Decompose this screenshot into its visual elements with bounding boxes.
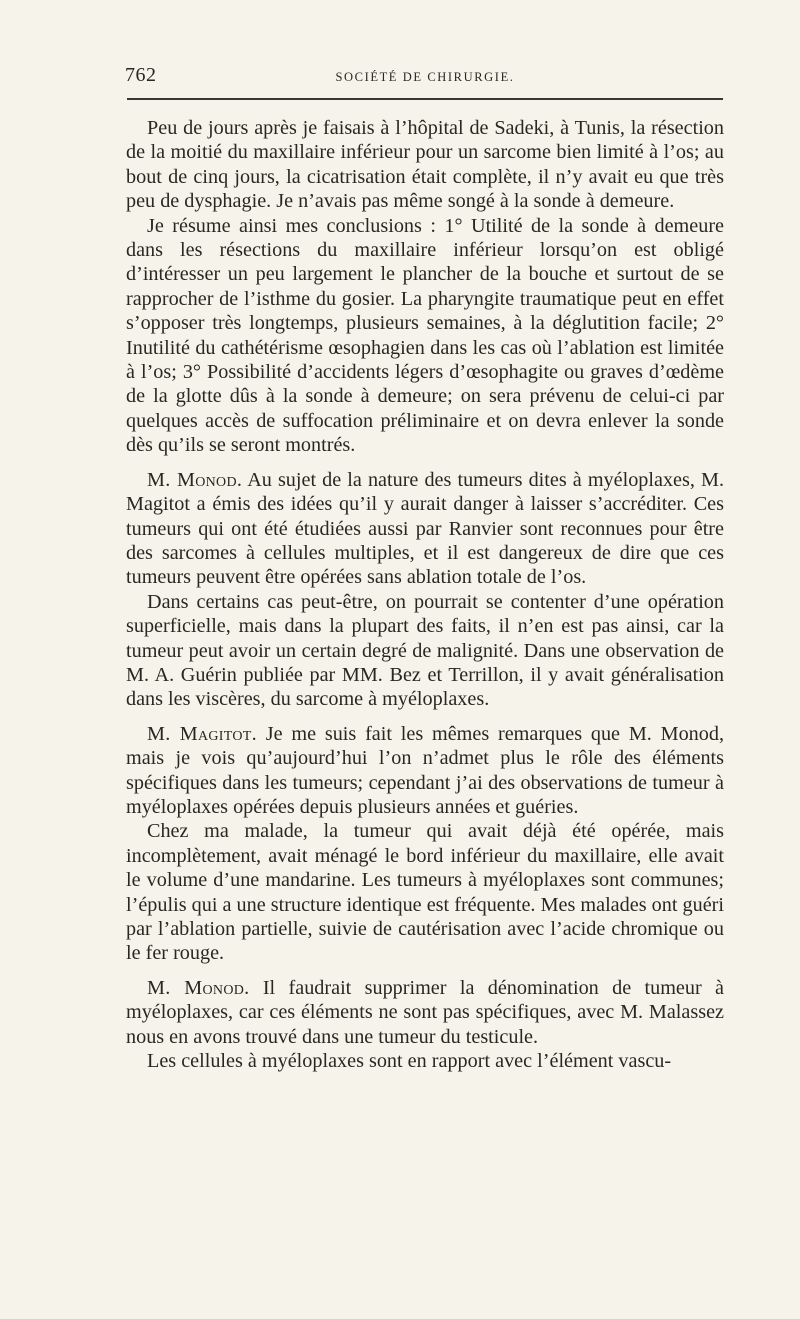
paragraph-text: Les cellules à myéloplaxes sont en rapport avec l’élément vascu- xyxy=(147,1050,672,1073)
paragraph xyxy=(126,468,724,590)
body-text xyxy=(126,116,724,1073)
paragraph-text: Il faudrait supprimer la dénomination de tumeur à myéloplaxes, car ces éléments ne sont pas spécifiques, avec M. Malassez nous en avons trouvé dans une tumeur du testicule. xyxy=(126,976,724,1048)
header-rule xyxy=(127,98,723,100)
paragraph-text: Dans certains cas peut-être, on pourrait se contenter d’une opération superficielle, mais dans la plupart des faits, il n’en est pas ainsi, car la tumeur peut avoir un certain degré de malignité. Dans une observation de M. A. Guérin publiée par MM. Bez et Terrillon, il y avait généralisation dans les viscères, du sarcome à myéloplaxes. xyxy=(126,590,724,711)
paragraph xyxy=(126,976,724,1049)
paragraph xyxy=(126,590,724,712)
paragraph xyxy=(126,214,724,458)
page-header xyxy=(125,64,725,90)
paragraph xyxy=(126,1049,724,1073)
page-number: 762 xyxy=(125,64,157,86)
paragraph xyxy=(126,819,724,965)
running-title: SOCIÉTÉ DE CHIRURGIE. xyxy=(335,70,515,84)
paragraph-text: Chez ma malade, la tumeur qui avait déjà été opérée, mais incomplètement, avait ménagé le bord inférieur du maxillaire, elle avait le volume d’une mandarine. Les tumeurs à myéloplaxes sont communes; l’épulis qui a une structure identique est fréquente. Mes malades ont guéri par l’ablation partielle, suivie de cautérisation avec l’acide chromique ou le fer rouge. xyxy=(126,820,724,965)
speaker-name: M. Monod. xyxy=(147,976,250,999)
paragraph-text: Au sujet de la nature des tumeurs dites à myéloplaxes, M. Magitot a émis des idées qu’il y aurait danger à laisser s’accréditer. Ces tumeurs qui ont été étudiées aussi par Ranvier sont reconnues pour être des sarcomes à cellules multiples, et il est dangereux de dire que ces tumeurs peuvent être opérées sans ablation totale de l’os. xyxy=(126,468,724,589)
paragraph xyxy=(126,116,724,214)
paragraph-text: Je me suis fait les mêmes remarques que M. Monod, mais je vois qu’aujourd’hui l’on n’admet plus le rôle des éléments spécifiques dans les tumeurs; cependant j’ai des observations de tumeur à myéloplaxes opérées depuis plusieurs années et guéries. xyxy=(126,722,724,818)
speaker-name: M. Monod. xyxy=(147,468,243,491)
paragraph xyxy=(126,722,724,820)
paragraph-text: Je résume ainsi mes conclusions : 1° Utilité de la sonde à demeure dans les résections du maxillaire inférieur lorsqu’on est obligé d’intéresser un peu largement le plancher de la bouche et surtout de se rapprocher de l’isthme du gosier. La pharyngite traumatique peut en effet s’opposer très longtemps, plusieurs semaines, à la déglutition facile; 2° Inutilité du cathétérisme œsophagien dans les cas où l’ablation est limitée à l’os; 3° Possibilité d’accidents légers d’œsophagite ou graves d’œdème de la glotte dûs à la sonde à demeure; on sera prévenu de celui-ci par quelques accès de suffocation préliminaire et on devra enlever la sonde dès qu’ils se seront montrés. xyxy=(126,214,724,457)
speaker-name: M. Magitot. xyxy=(147,722,257,745)
paragraph-text: Peu de jours après je faisais à l’hôpital de Sadeki, à Tunis, la résection de la moitié du maxillaire inférieur pour un sarcome bien limité à l’os; au bout de cinq jours, la cicatrisation était complète, il n’y avait eu que très peu de dysphagie. Je n’avais pas même songé à la sonde à demeure. xyxy=(126,117,724,213)
